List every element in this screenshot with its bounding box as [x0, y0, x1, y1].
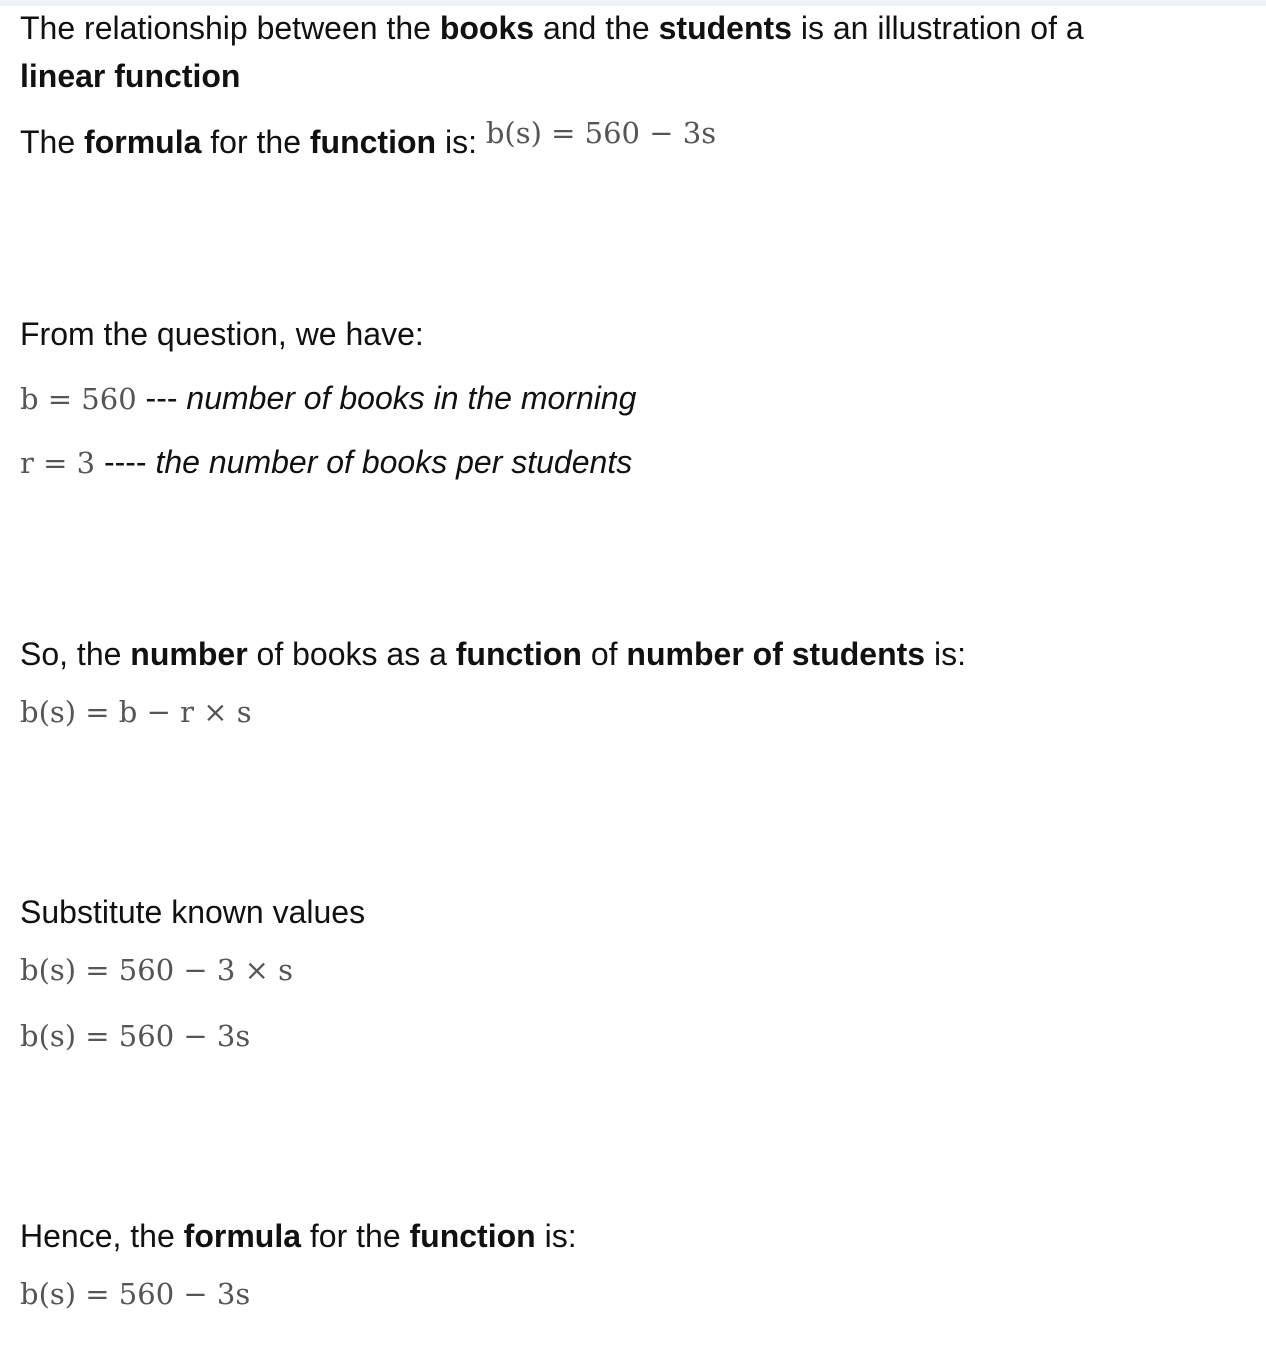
- separator: ---: [136, 380, 187, 416]
- given-r-line: [20, 442, 632, 483]
- text: for the: [201, 124, 310, 160]
- conclusion-math: b(s) = 560 − 3s: [20, 1277, 251, 1311]
- text: So, the: [20, 636, 131, 672]
- substitute-heading: Substitute known values: [20, 894, 366, 930]
- text: The: [20, 124, 85, 160]
- text: Hence, the: [20, 1218, 184, 1254]
- function-math: b(s) = b − r × s: [20, 695, 252, 729]
- substitute-math-1: b(s) = 560 − 3 × s: [20, 953, 293, 987]
- bold-text: formula: [183, 1218, 301, 1254]
- text: and the: [534, 10, 659, 46]
- bold-text: number of students: [626, 636, 926, 672]
- intro-line-2: [20, 56, 240, 96]
- b-description: number of books in the morning: [186, 380, 637, 416]
- r-description: the number of books per students: [155, 444, 633, 480]
- text: of books as a: [247, 636, 456, 672]
- conclusion-text: [20, 1216, 577, 1256]
- given-b-line: [20, 378, 636, 419]
- substitute-math-2: b(s) = 560 − 3s: [20, 1019, 251, 1053]
- bold-text: number: [130, 636, 248, 672]
- r-math: r = 3: [20, 446, 96, 480]
- function-text: [20, 634, 966, 674]
- text: is an illustration of a: [791, 10, 1084, 46]
- text: is:: [925, 636, 966, 672]
- bold-text: students: [658, 10, 792, 46]
- bold-text: linear function: [20, 58, 241, 94]
- bold-text: books: [439, 10, 535, 46]
- formula-math: b(s) = 560 − 3s: [485, 116, 717, 150]
- text: The relationship between the: [20, 10, 440, 46]
- bold-text: function: [409, 1218, 536, 1254]
- intro-line-1: [20, 8, 1084, 48]
- given-heading: From the question, we have:: [20, 316, 424, 352]
- top-border: [0, 0, 1266, 6]
- text: for the: [301, 1218, 410, 1254]
- text: is:: [436, 124, 486, 160]
- b-math: b = 560: [20, 382, 137, 416]
- text: is:: [535, 1218, 577, 1254]
- separator: ----: [95, 444, 156, 480]
- text: of: [581, 636, 627, 672]
- bold-text: function: [309, 124, 437, 160]
- bold-text: function: [455, 636, 582, 672]
- bold-text: formula: [84, 124, 202, 160]
- intro-formula-line: [20, 116, 717, 163]
